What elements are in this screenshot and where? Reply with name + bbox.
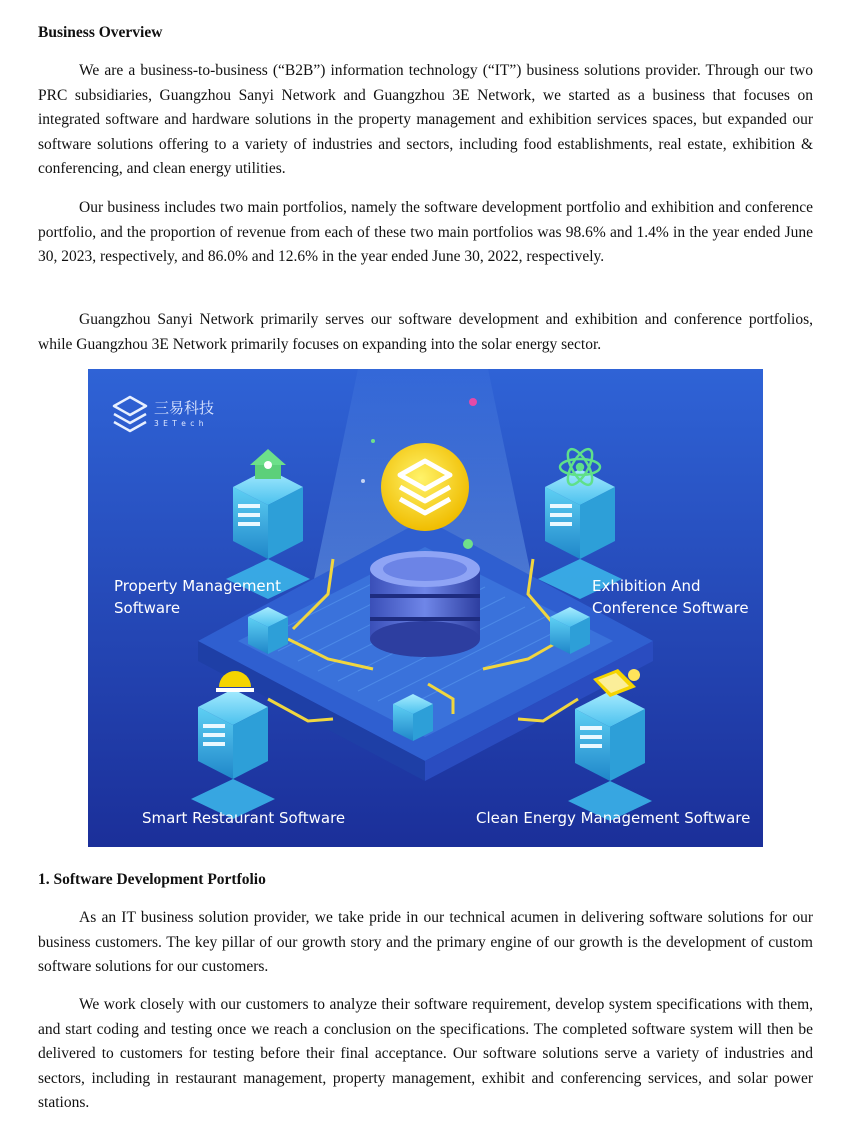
small-server-bottom [393,694,433,741]
server-clean-energy [568,691,652,821]
company-logo-text-en: 3 E T e c h [154,419,205,428]
paragraph-software-1: As an IT business solution provider, we take pride in our technical acumen in delivering software solutions for our business customers. The key pillar of our growth story and the primary engine of our growth is the development of custom software solutions for our customers. [38,909,813,975]
paragraph-overview-1: We are a business-to-business (“B2B”) information technology (“IT”) business solutions provider. Through our two PRC subsidiaries, Guangzhou Sanyi Network and Guangzhou 3E Network, we started as a business that focuses on integrated software and hardware solutions in the property management and exhibition services spaces, but expanded our software solutions offering to a variety of industries and sectors, including food establishments, real estate, exhibition & conferencing, and clean energy utilities. [38,62,813,177]
figure-illustration [88,369,763,847]
label-exhibition-line2: Conference Software [592,599,749,617]
small-server-left [248,607,288,654]
paragraph-overview-3: Guangzhou Sanyi Network primarily serves our software development and exhibition and conference portfolios, while Guangzhou 3E Network primarily focuses on expanding into the solar energy sector. [38,311,813,353]
server-smart-restaurant [191,689,275,819]
label-property-management-line2: Software [114,599,181,617]
small-server-right [550,607,590,654]
label-smart-restaurant: Smart Restaurant Software [142,809,346,827]
central-logo-coin [381,443,469,531]
label-exhibition-line1: Exhibition And [592,577,701,595]
section-heading-business-overview: Business Overview [38,24,163,41]
business-portfolio-figure [88,369,763,847]
database-cylinder [370,551,480,657]
paragraph-overview-2: Our business includes two main portfolios, namely the software development portfolio and exhibition and conference portfolio, and the proportion of revenue from each of these two main portfolios was 98.6% and 1.4% in the year ended June 30, 2023, respectively, and 86.0% and 12.6% in the year ended June 30, 2022, respectively. [38,199,813,265]
paragraph-software-2: We work closely with our customers to analyze their software requirement, develop system specifications with them, and start coding and testing once we reach a conclusion on the specifications. The completed software system will then be delivered to customers for testing before their final acceptance. Our software solutions serve a variety of industries and sectors, including in restaurant management, property management, exhibit and conferencing services, and solar power stations. [38,996,813,1111]
section-heading-software-development: 1. Software Development Portfolio [38,871,266,888]
label-clean-energy: Clean Energy Management Software [476,809,751,827]
company-logo-text-cn: 三易科技 [154,399,215,417]
label-property-management-line1: Property Management [114,577,282,595]
